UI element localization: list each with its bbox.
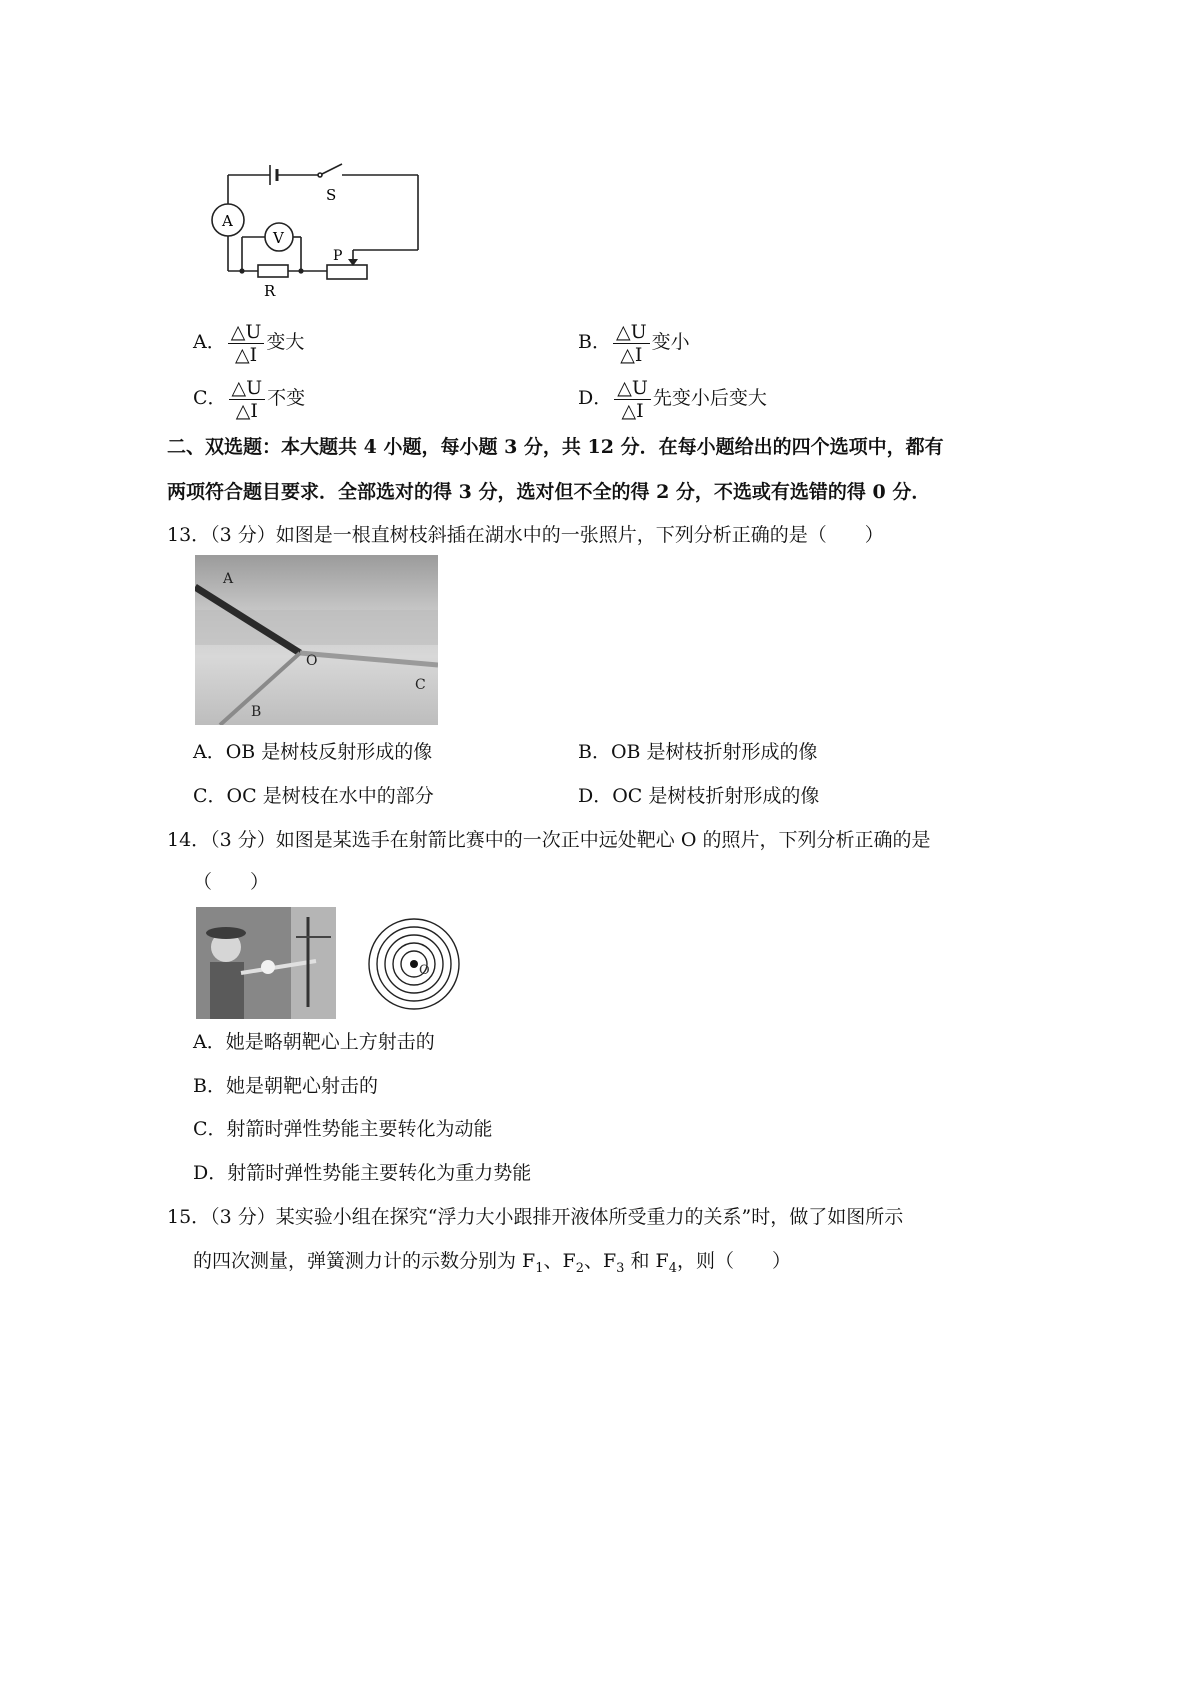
q13-option-c: C．OC 是树枝在水中的部分 <box>193 785 434 807</box>
photo-label-a: A <box>223 571 234 587</box>
q13-stem: 13．（3 分）如图是一根直树枝斜插在湖水中的一张照片，下列分析正确的是（ ） <box>167 524 884 546</box>
q12-option-a: A． $\frac{\triangle U}{\triangle I}$ 变大 <box>193 320 305 366</box>
q12-option-b: B． $\frac{\triangle U}{\triangle I}$ 变小 <box>578 320 690 366</box>
q14-option-b: B．她是朝靶心射击的 <box>193 1075 378 1097</box>
delta-u-over-delta-i: $\frac{\triangle U}{\triangle I}$ <box>614 377 651 422</box>
q14-option-a: A．她是略朝靶心上方射击的 <box>193 1031 435 1053</box>
q13-option-d: D．OC 是树枝折射形成的像 <box>578 785 820 807</box>
delta-u-over-delta-i: $\frac{\triangle U}{\triangle I}$ <box>613 321 650 366</box>
q13-option-b: B．OB 是树枝折射形成的像 <box>578 741 818 763</box>
target-label-o: O <box>419 963 430 978</box>
ammeter-label: A <box>222 212 233 230</box>
q15-stem-line2: 的四次测量，弹簧测力计的示数分别为 $F_1$、$F_2$、$F_3$ 和 $F_4$，则（ ） <box>193 1250 792 1276</box>
q12-option-c: C． $\frac{\triangle U}{\triangle I}$ 不变 <box>193 376 306 422</box>
section-heading-line2: 两项符合题目要求．全部选对的得 3 分，选对但不全的得 2 分，不选或有选错的得 0 分． <box>167 481 931 503</box>
q15-stem: 15．（3 分）某实验小组在探究“浮力大小跟排开液体所受重力的关系”时，做了如图所示 <box>167 1206 904 1228</box>
slider-label: P <box>333 248 343 264</box>
delta-u-over-delta-i: $\frac{\triangle U}{\triangle I}$ <box>229 377 266 422</box>
q12-option-d: D． $\frac{\triangle U}{\triangle I}$ 先变小后变大 <box>578 376 767 422</box>
target-diagram <box>366 916 462 1012</box>
q14-option-d: D．射箭时弹性势能主要转化为重力势能 <box>193 1162 532 1184</box>
voltmeter-label: V <box>273 229 284 247</box>
section-heading-line1: 二、双选题：本大题共 4 小题，每小题 3 分，共 12 分．在每小题给出的四个选项中，都有 <box>167 436 944 458</box>
resistor-label: R <box>264 282 276 300</box>
photo-label-o: O <box>306 653 318 669</box>
photo-label-c: C <box>415 677 426 693</box>
archer-photo <box>196 907 336 1019</box>
switch-label: S <box>326 186 337 204</box>
circuit-diagram <box>190 140 430 315</box>
q14-stem-continuation: （ ） <box>193 871 270 893</box>
q13-option-a: A．OB 是树枝反射形成的像 <box>193 741 433 763</box>
photo-label-b: B <box>251 704 262 720</box>
delta-u-over-delta-i: $\frac{\triangle U}{\triangle I}$ <box>228 321 265 366</box>
q14-option-c: C．射箭时弹性势能主要转化为动能 <box>193 1118 493 1140</box>
q14-stem: 14．（3 分）如图是某选手在射箭比赛中的一次正中远处靶心 O 的照片，下列分析正确的是 <box>167 829 931 851</box>
branch-in-water-photo <box>195 555 438 725</box>
